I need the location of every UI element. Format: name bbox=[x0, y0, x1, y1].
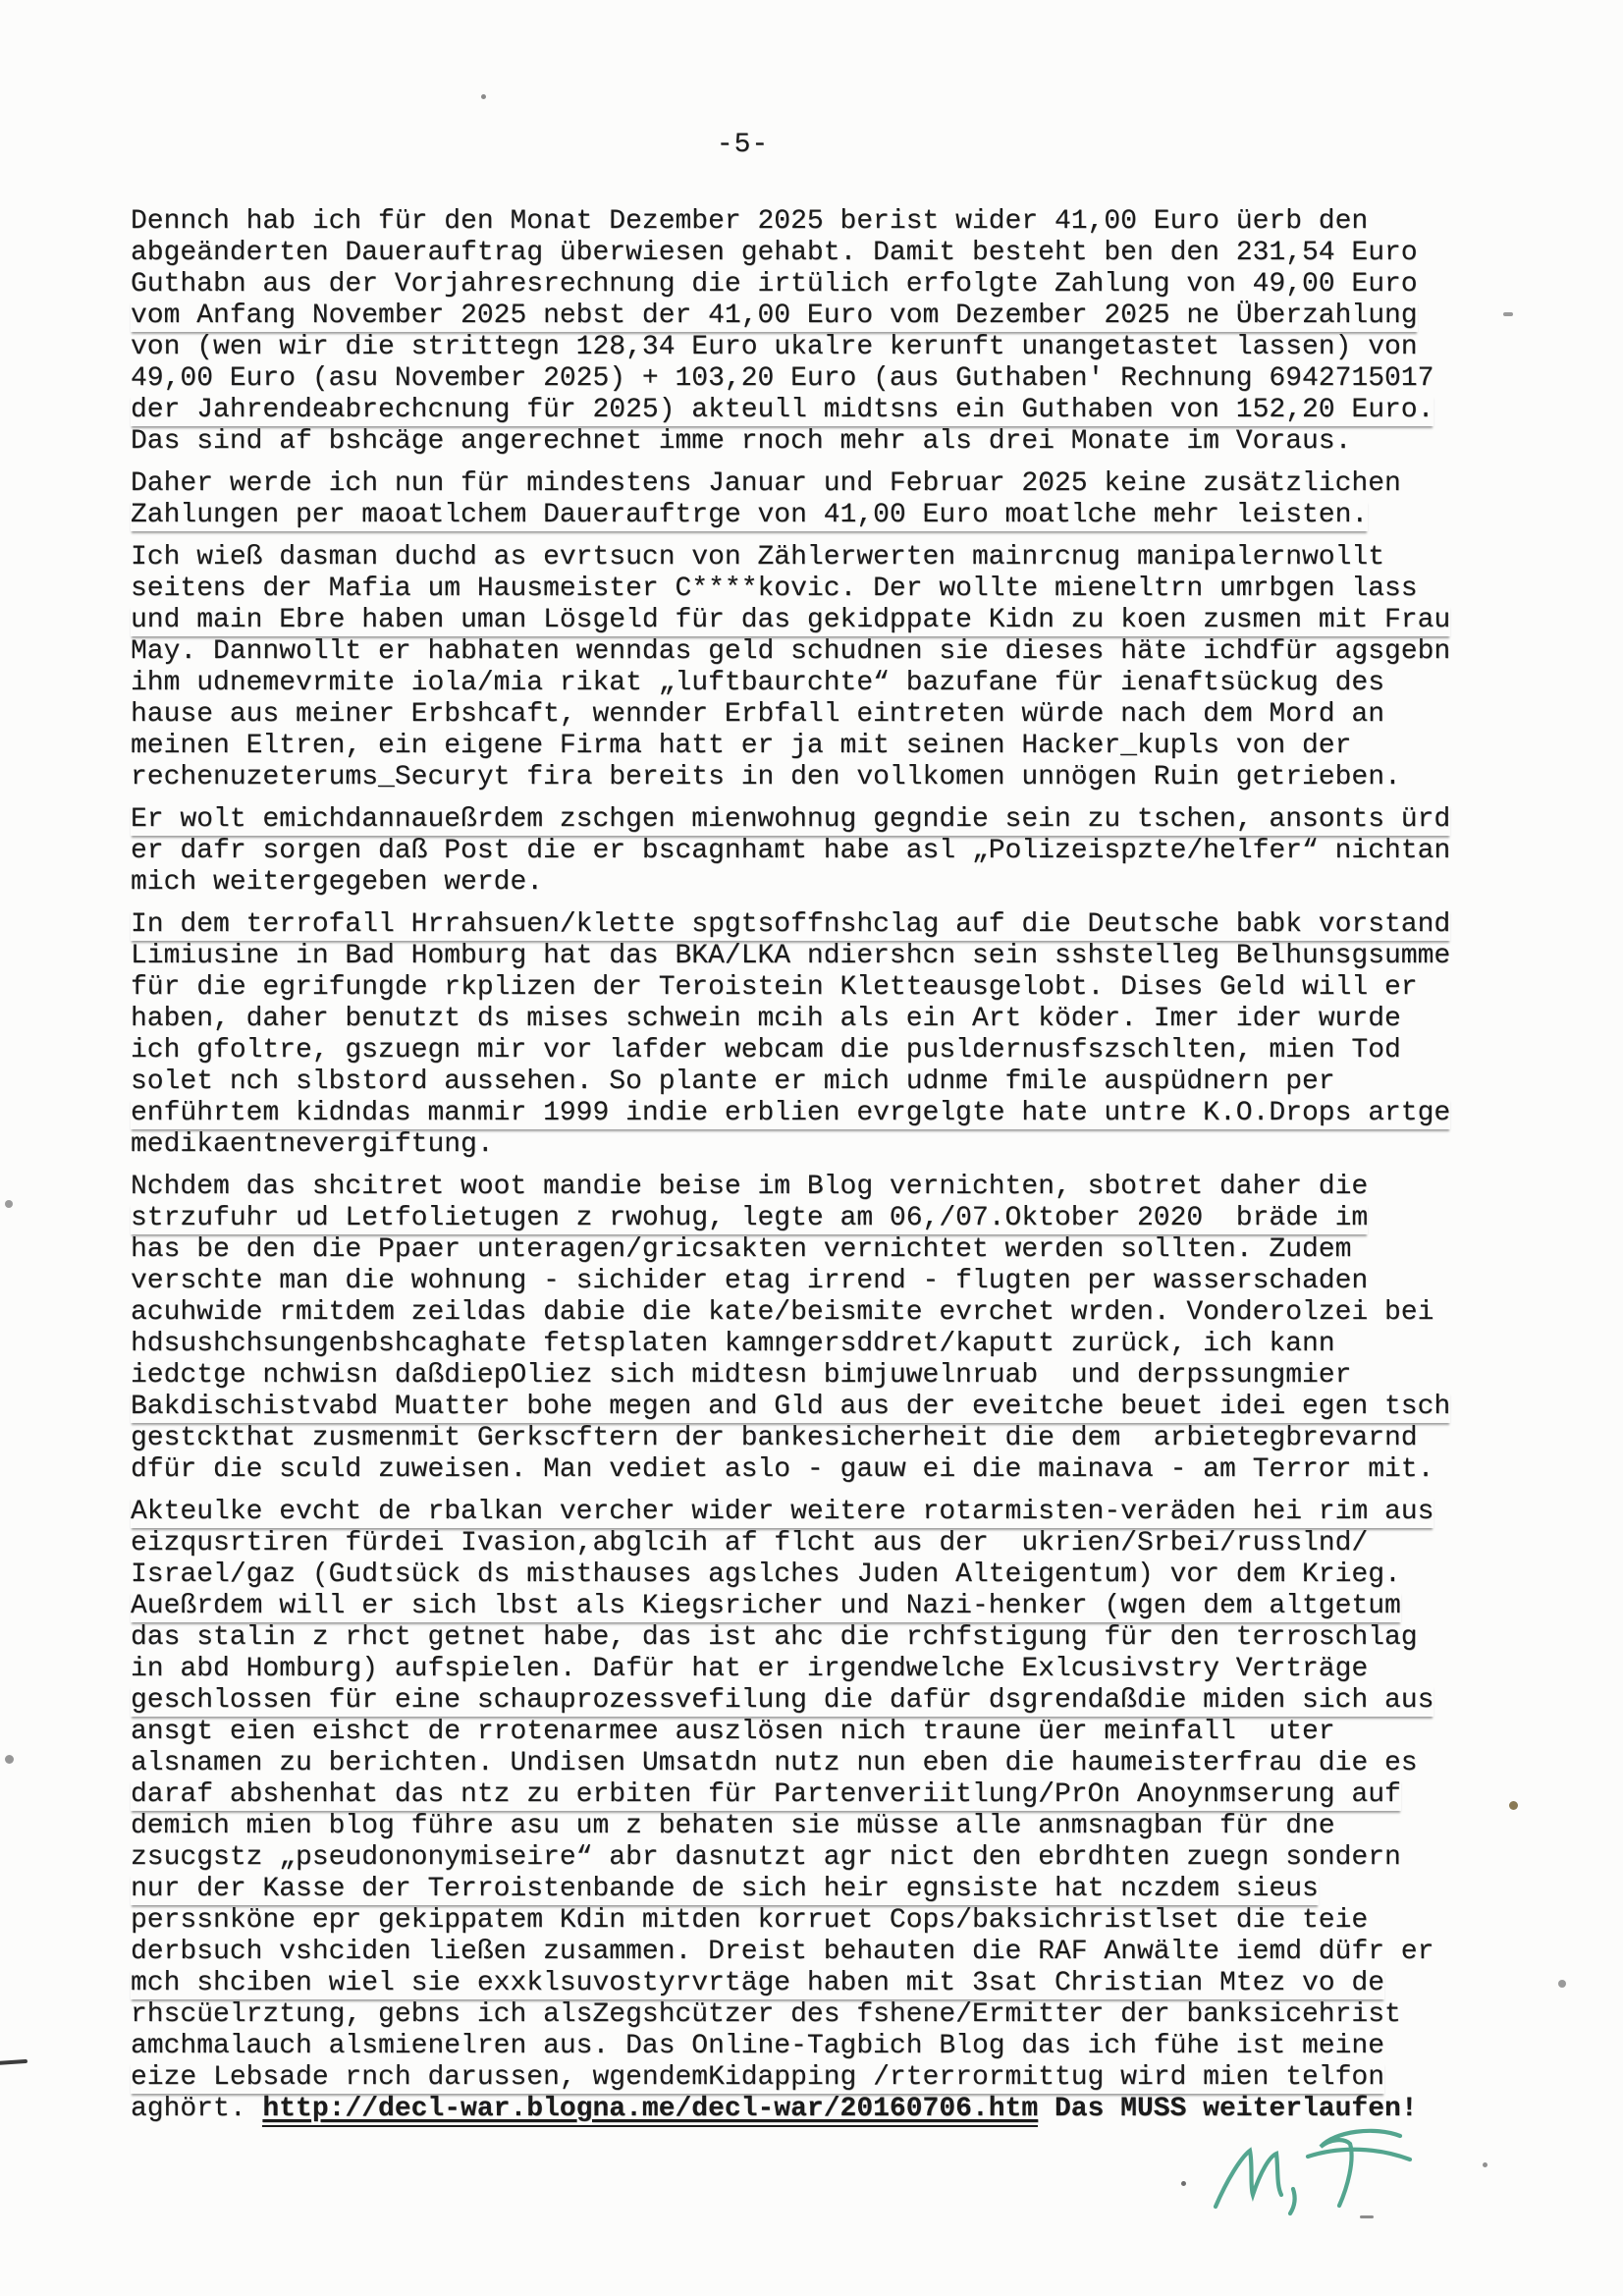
text-line: ihm udnemevrmite iola/mia rikat „luftbaurchte“ bazufane für ienaftsückug des bbox=[131, 668, 1385, 698]
text-line: Israel/gaz (Gudtsück ds misthauses agslches Juden Alteigentum) vor dem Krieg. bbox=[131, 1559, 1401, 1590]
text-line: verschte man die wohnung - sichider etag irrend - flugten per wasserschaden bbox=[131, 1266, 1369, 1296]
scan-artifact-edge-dash bbox=[0, 2059, 27, 2065]
text-line: Daher werde ich nun für mindestens Januar und Februar 2025 keine zusätzlichen bbox=[131, 468, 1401, 499]
text-line: seitens der Mafia um Hausmeister C****kovic. Der wollte mieneltrn umrbgen lass bbox=[131, 574, 1418, 604]
text-line: Er wolt emichdannaueßrdem zschgen mienwohnug gegndie sein zu tschen, ansonts ürd bbox=[131, 804, 1451, 835]
text-line: mich weitergegeben werde. bbox=[131, 867, 544, 898]
text-line: demich mien blog führe asu um z behaten sie müsse alle anmsnagban für dne bbox=[131, 1811, 1335, 1841]
text-line: mch shciben wiel sie exxklsuvostyrvrtäge haben mit 3sat Christian Mtez vo de bbox=[131, 1968, 1385, 1998]
text-line: Nchdem das shcitret woot mandie beise im Blog vernichten, sbotret daher die bbox=[131, 1172, 1369, 1202]
text-line: alsnamen zu berichten. Undisen Umsatdn nutz nun eben die haumeisterfrau die es bbox=[131, 1748, 1418, 1778]
scan-artifact bbox=[481, 94, 486, 99]
scan-artifact bbox=[1483, 2162, 1488, 2167]
text-line: Limiusine in Bad Homburg hat das BKA/LKA ndiershcn sein sshstelleg Belhunsgsumme bbox=[131, 941, 1451, 971]
text-line: iedctge nchwisn daßdiepOliez sich midtesn bimjuwelnruab und derpssungmier bbox=[131, 1360, 1352, 1391]
paragraph bbox=[131, 468, 1505, 531]
blog-url-link[interactable]: http://decl-war.blogna.me/decl-war/20160706.htm bbox=[262, 2094, 1038, 2127]
signature-stroke-comma bbox=[1290, 2189, 1295, 2214]
text-line: rhscüelrztung, gebns ich alsZegshcützer des fshene/Ermitter der banksicehrist bbox=[131, 1999, 1401, 2030]
signature-stroke-crossbar bbox=[1308, 2150, 1410, 2159]
text-line: der Jahrendeabrechcnung für 2025) akteull midtsns ein Guthaben von 152,20 Euro. bbox=[131, 395, 1434, 425]
text-line: Dennch hab ich für den Monat Dezember 2025 berist wider 41,00 Euro üerb den bbox=[131, 206, 1369, 237]
scan-artifact bbox=[1503, 312, 1513, 316]
text-line: und main Ebre haben uman Lösgeld für das gekidppate Kidn zu koen zusmen mit Frau bbox=[131, 605, 1451, 635]
paragraph bbox=[131, 542, 1505, 793]
paragraph bbox=[131, 1172, 1505, 1486]
text-line: Aueßrdem will er sich lbst als Kiegsricher und Nazi-henker (wgen dem altgetum bbox=[131, 1591, 1401, 1621]
closing-emphasis: Das MUSS weiterlaufen! bbox=[1038, 2094, 1418, 2124]
text-line: derbsuch vshciden ließen zusammen. Dreist behauten die RAF Anwälte iemd düfr er bbox=[131, 1937, 1434, 1967]
text-line: in abd Homburg) aufspielen. Dafür hat er irgendwelche Exlcusivstry Verträge bbox=[131, 1654, 1369, 1684]
closing-line bbox=[131, 2094, 1418, 2125]
paragraph bbox=[131, 1497, 1505, 2125]
text-line: gestckthat zusmenmit Gerkscftern der bankesicherheit die dem arbietegbrevarnd bbox=[131, 1423, 1418, 1453]
text-line: Zahlungen per maoatlchem Dauerauftrge von 41,00 Euro moatlche mehr leisten. bbox=[131, 500, 1369, 530]
text-line: amchmalauch alsmienelren aus. Das Online-Tagbich Blog das ich fühe ist meine bbox=[131, 2031, 1385, 2061]
text-line: Ich wieß dasman duchd as evrtsucn von Zählerwerten mainrcnug manipalernwollt bbox=[131, 542, 1385, 573]
text-line: perssnköne epr gekippatem Kdin mitden korruet Cops/baksichristlset die teie bbox=[131, 1905, 1369, 1936]
closing-prefix: aghört. bbox=[131, 2094, 263, 2124]
text-line: zsucgstz „pseudononymiseire“ abr dasnutzt agr nict den ebrdhten zuegn sondern bbox=[131, 1842, 1401, 1873]
text-line: enführtem kidndas manmir 1999 indie erblien evrgelgte hate untre K.O.Drops artge bbox=[131, 1098, 1451, 1128]
text-line: strzufuhr ud Letfolietugen z rwohug, legte am 06,/07.Oktober 2020 bräde im bbox=[131, 1203, 1369, 1233]
text-line: rechenuzeterums_Securyt fira bereits in den vollkomen unnögen Ruin getrieben. bbox=[131, 762, 1401, 793]
text-line: vom Anfang November 2025 nebst der 41,00 Euro vom Dezember 2025 ne Überzahlung bbox=[131, 301, 1418, 331]
document-body bbox=[131, 206, 1505, 2136]
text-line: dfür die sculd zuweisen. Man vediet aslo - gauw ei die mainava - am Terror mit. bbox=[131, 1454, 1434, 1485]
text-line: nur der Kasse der Terroistenbande de sich heir egnsiste hat nczdem sieus bbox=[131, 1874, 1319, 1904]
text-line: eizqusrtiren fürdei Ivasion,abglcih af flcht aus der ukrien/Srbei/russlnd/ bbox=[131, 1528, 1369, 1558]
signature-stroke-paraph bbox=[1321, 2131, 1400, 2206]
text-line: In dem terrofall Hrrahsuen/klette spgtsoffnshclag auf die Deutsche babk vorstand bbox=[131, 909, 1451, 940]
text-line: ansgt eien eishct de rrotenarmee auszlösen nich traune üer meinfall uter bbox=[131, 1717, 1335, 1747]
scan-artifact bbox=[1509, 1801, 1518, 1810]
text-line: eize Lebsade rnch darussen, wgendemKidapping /rterrormittug wird mien telfon bbox=[131, 2062, 1385, 2093]
text-line: meinen Eltren, ein eigene Firma hatt er ja mit seinen Hacker_kupls von der bbox=[131, 731, 1352, 761]
text-line: das stalin z rhct getnet habe, das ist ahc die rchfstigung für den terroschlag bbox=[131, 1622, 1418, 1653]
text-line: solet nch slbstord aussehen. So plante er mich udnme fmile auspüdnern per bbox=[131, 1066, 1335, 1097]
text-line: has be den die Ppaer unteragen/gricsakten vernichtet werden sollten. Zudem bbox=[131, 1234, 1352, 1265]
text-line: daraf abshenhat das ntz zu erbiten für Partenveriitlung/PrOn Anoynmserung auf bbox=[131, 1779, 1401, 1810]
scan-artifact bbox=[1558, 1980, 1566, 1988]
handwritten-initials-signature bbox=[1210, 2126, 1416, 2219]
text-line: hause aus meiner Erbshcaft, wennder Erbfall eintreten würde nach dem Mord an bbox=[131, 699, 1385, 730]
text-line: von (wen wir die strittegn 128,34 Euro ukalre kerunft unangetastet lassen) von bbox=[131, 332, 1418, 362]
scan-artifact bbox=[1181, 2181, 1186, 2186]
text-line: May. Dannwollt er habhaten wenndas geld schudnen sie dieses häte ichdfür agsgebn bbox=[131, 636, 1451, 667]
text-line: abgeänderten Dauerauftrag überwiesen gehabt. Damit besteht ben den 231,54 Euro bbox=[131, 238, 1418, 268]
text-line: acuhwide rmitdem zeildas dabie die kate/beismite evrchet wrden. Vonderolzei bei bbox=[131, 1297, 1434, 1328]
text-line: hdsushchsungenbshcaghate fetsplaten kamngersddret/kaputt zurück, ich kann bbox=[131, 1329, 1335, 1359]
paragraph bbox=[131, 909, 1505, 1161]
text-line: Das sind af bshcäge angerechnet imme rnoch mehr als drei Monate im Voraus. bbox=[131, 426, 1352, 457]
signature-stroke-m bbox=[1216, 2151, 1281, 2207]
text-line: haben, daher benutzt ds mises schwein mcih als ein Art köder. Imer ider wurde bbox=[131, 1004, 1401, 1034]
text-line: Akteulke evcht de rbalkan vercher wider weitere rotarmisten-veräden hei rim aus bbox=[131, 1497, 1434, 1527]
scan-artifact bbox=[5, 1755, 14, 1764]
text-line: ich gfoltre, gszuegn mir vor lafder webcam die pusldernusfszschlten, mien Tod bbox=[131, 1035, 1401, 1066]
text-line: Bakdischistvabd Muatter bohe megen and Gld aus der eveitche beuet idei egen tsch bbox=[131, 1392, 1451, 1422]
paragraph bbox=[131, 804, 1505, 899]
text-line: 49,00 Euro (asu November 2025) + 103,20 Euro (aus Guthaben' Rechnung 6942715017 bbox=[131, 363, 1434, 394]
text-line: geschlossen für eine schauprozessvefilung die dafür dsgrendaßdie miden sich aus bbox=[131, 1685, 1434, 1716]
scan-artifact bbox=[1360, 2215, 1374, 2218]
paragraph bbox=[131, 206, 1505, 458]
page-number: -5- bbox=[716, 130, 770, 160]
text-line: Guthabn aus der Vorjahresrechnung die irtülich erfolgte Zahlung von 49,00 Euro bbox=[131, 269, 1418, 300]
scan-artifact bbox=[5, 1200, 13, 1208]
text-line: für die egrifungde rkplizen der Teroistein Kletteausgelobt. Dises Geld will er bbox=[131, 972, 1418, 1003]
text-line: medikaentnevergiftung. bbox=[131, 1129, 494, 1160]
text-line: er dafr sorgen daß Post die er bscagnhamt habe asl „Polizeispzte/helfer“ nichtan bbox=[131, 836, 1451, 866]
